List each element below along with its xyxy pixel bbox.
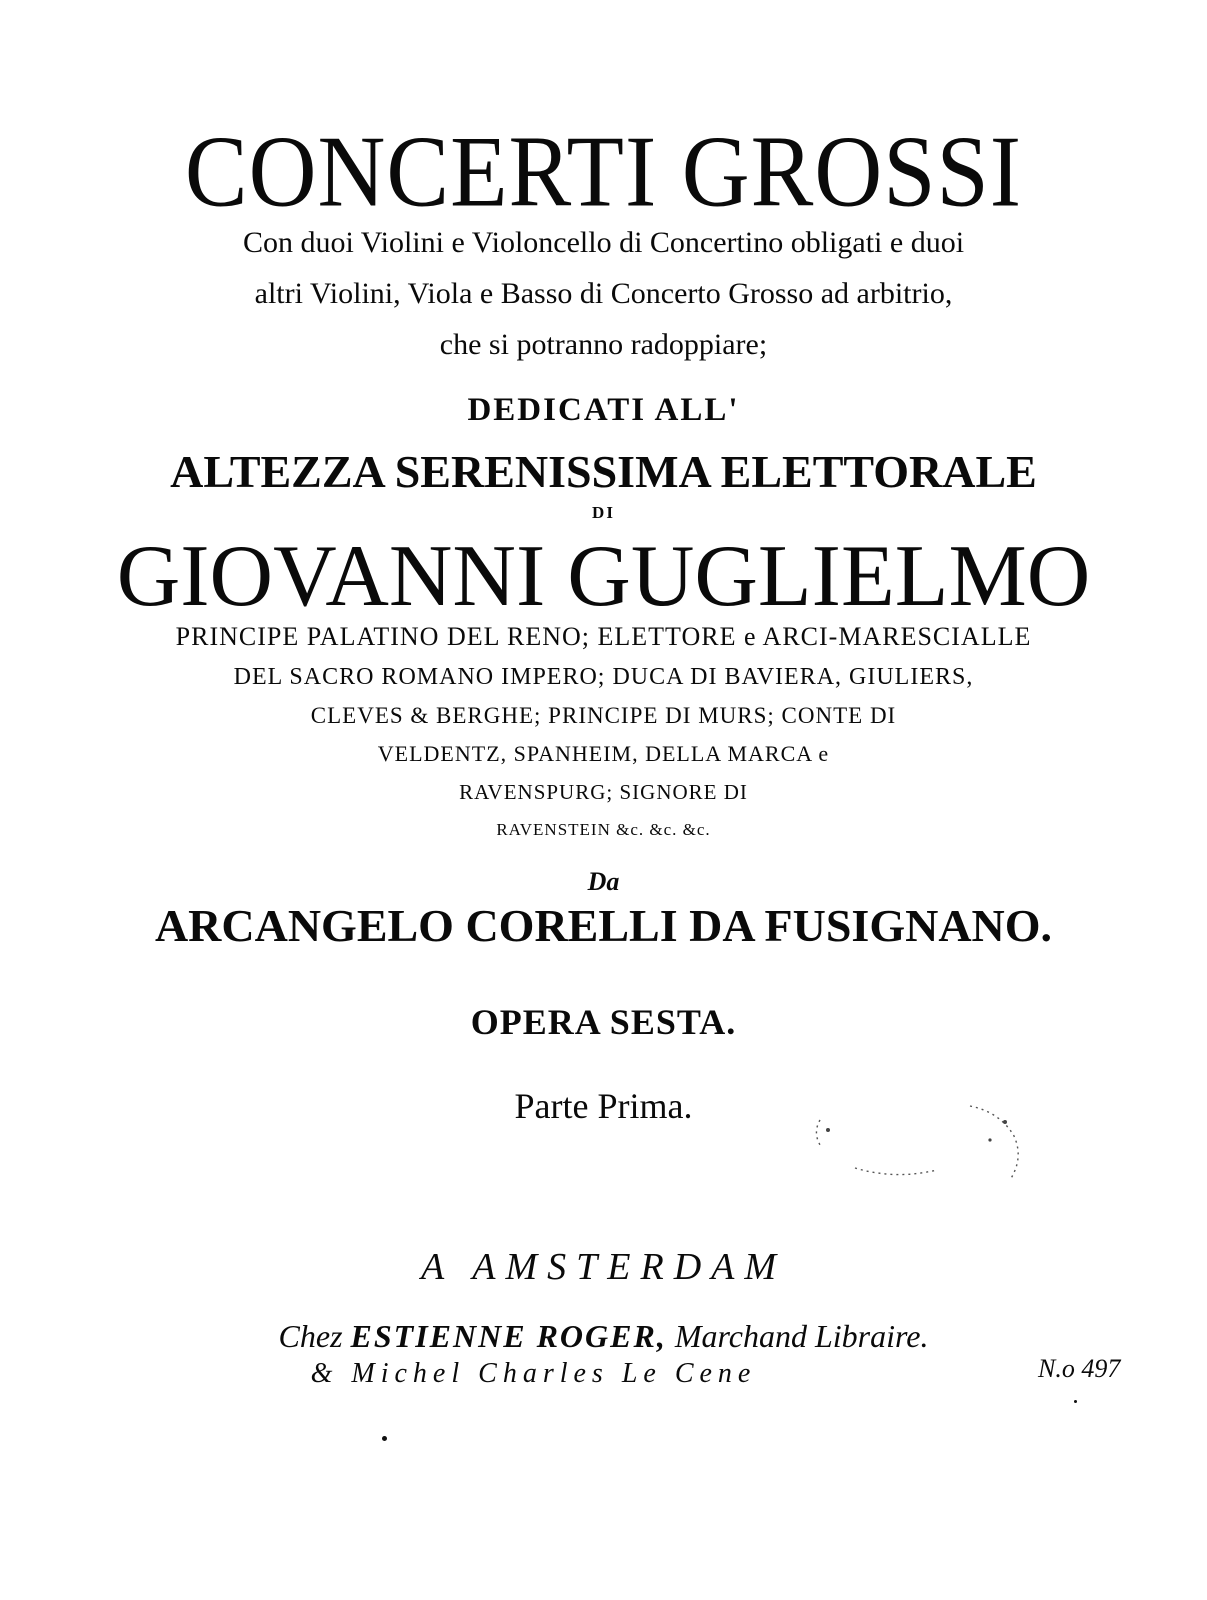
styles-line-4: VELDENTZ, SPANHEIM, DELLA MARCA e — [377, 741, 830, 766]
imprint-trade: Marchand Libraire. — [674, 1318, 929, 1354]
dedicatee-name: GIOVANNI GUGLIELMO — [116, 528, 1091, 625]
dedication-addressee: ALTEZZA SERENISSIMA ELETTORALE — [170, 446, 1037, 497]
subtitle-line-2: altri Violini, Viola e Basso di Concerto Grosso ad arbitrio, — [254, 277, 953, 310]
subtitle-line-3: che si potranno radoppiare; — [439, 328, 768, 361]
composer-da: Da — [587, 867, 620, 896]
imprint-publisher-line-2: & Michel Charles Le Cene — [310, 1358, 757, 1389]
imprint-publisher-line-1 — [0, 1318, 1207, 1355]
styles-line-6: RAVENSTEIN &c. &c. &c. — [496, 820, 711, 839]
styles-line-2: DEL SACRO ROMANO IMPERO; DUCA DI BAVIERA, GIULIERS, — [233, 664, 974, 690]
imprint-chez: Chez — [278, 1318, 343, 1354]
page-title: CONCERTI GROSSI — [184, 115, 1023, 229]
library-stamp-mark — [800, 1100, 1030, 1200]
styles-line-3: CLEVES & BERGHE; PRINCIPE DI MURS; CONTE DI — [310, 703, 897, 728]
imprint-city: A AMSTERDAM — [420, 1246, 787, 1288]
part-label: Parte Prima. — [514, 1086, 693, 1126]
styles-line-1: PRINCIPE PALATINO DEL RENO; ELETTORE e ARCI-MARESCIALLE — [175, 622, 1032, 651]
ink-speck — [1074, 1400, 1077, 1403]
composer-name: ARCANGELO CORELLI DA FUSIGNANO. — [154, 900, 1053, 951]
subtitle-line-1: Con duoi Violini e Violoncello di Concertino obligati e duoi — [242, 226, 965, 259]
opus-number: OPERA SESTA. — [470, 1002, 737, 1042]
styles-line-5: RAVENSPURG; SIGNORE DI — [459, 780, 748, 804]
ink-speck — [382, 1436, 387, 1441]
dedication-di: DI — [592, 503, 615, 522]
dedication-heading: DEDICATI ALL' — [467, 392, 740, 428]
imprint-publisher-1: ESTIENNE ROGER, — [350, 1318, 667, 1354]
plate-number: N.o 497 — [1038, 1354, 1121, 1383]
